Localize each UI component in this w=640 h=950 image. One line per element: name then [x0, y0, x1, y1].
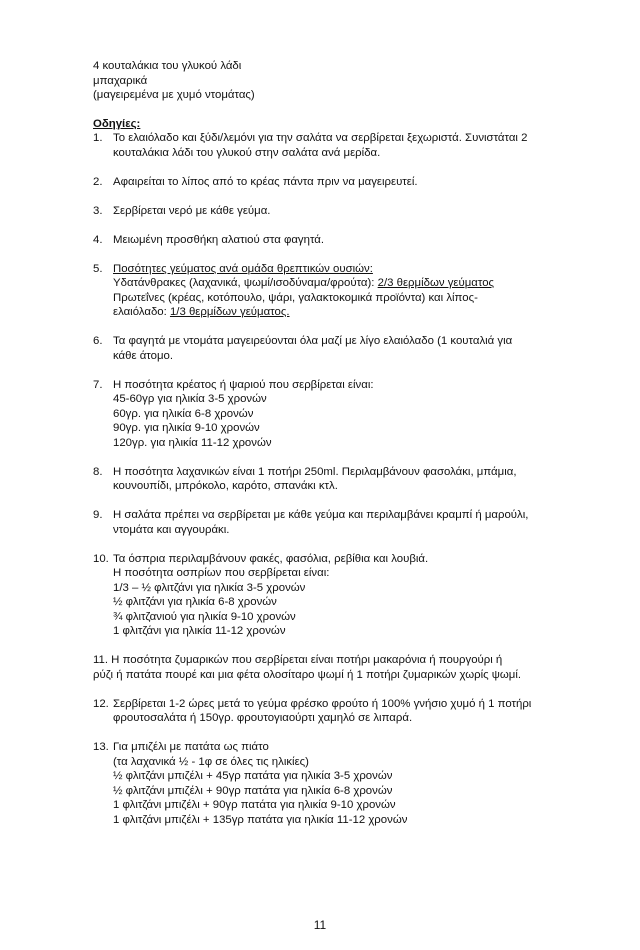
item-line: 1 φλιτζάνι μπιζέλι + 90γρ πατάτα για ηλικία 9-10 χρονών	[113, 799, 396, 811]
item-number: 7.	[93, 378, 103, 391]
ingredient-line: (μαγειρεμένα με χυμό ντομάτας)	[93, 89, 255, 101]
item-number: 5.	[93, 262, 103, 275]
ingredients-continuation	[93, 59, 573, 103]
item-line: κουταλάκια λάδι του γλυκού στην σαλάτα ανά μερίδα.	[113, 146, 381, 159]
carbs-line	[113, 276, 563, 291]
instruction-item-2	[93, 175, 563, 190]
item-line: 1 φλιτζάνι μπιζέλι + 135γρ πατάτα για ηλικία 11-12 χρονών	[113, 813, 408, 826]
item-line: 1 φλιτζάνι για ηλικία 11-12 χρονών	[113, 625, 286, 637]
instruction-item-4	[93, 233, 563, 248]
item-line: (τα λαχανικά ½ - 1φ σε όλες τις ηλικίες)	[113, 755, 309, 768]
item-line: 45-60γρ για ηλικία 3-5 χρονών	[113, 393, 267, 405]
item-line: ¾ φλιτζανιού για ηλικία 9-10 χρονών	[113, 610, 296, 623]
fat-line	[113, 305, 563, 320]
instruction-item-11	[93, 653, 563, 682]
item-number: 1.	[93, 132, 103, 144]
item-number: 12.	[93, 697, 109, 710]
item-line: Αφαιρείται το λίπος από το κρέας πάντα πριν να μαγειρευτεί.	[113, 175, 418, 188]
item-number: 11.	[93, 654, 108, 666]
instructions-list	[93, 131, 563, 842]
carbs-text: Υδατάνθρακες (λαχανικά, ψωμί/ισοδύναμα/φρούτα):	[113, 277, 378, 289]
nutrient-portions-title: Ποσότητες γεύματος ανά ομάδα θρεπτικών ουσιών:	[113, 262, 373, 275]
item-line: 60γρ. για ηλικία 6-8 χρονών	[113, 407, 254, 420]
item-line: κάθε άτομο.	[113, 349, 174, 362]
item-line: Η ποσότητα κρέατος ή ψαριού που σερβίρεται είναι:	[113, 378, 374, 391]
item-line: Μειωμένη προσθήκη αλατιού στα φαγητά.	[113, 233, 325, 246]
item-number: 3.	[93, 204, 103, 217]
item-line: Η ποσότητα λαχανικών είναι 1 ποτήρι 250ml. Περιλαμβάνουν φασολάκι, μπάμια,	[113, 465, 517, 478]
item-line: Τα φαγητά με ντομάτα μαγειρεύονται όλα μαζί με λίγο ελαιόλαδο (1 κουταλιά για	[113, 335, 513, 347]
item-line: Το ελαιόλαδο και ξύδι/λεμόνι για την σαλάτα να σερβίρεται ξεχωριστά. Συνιστάται 2	[113, 132, 528, 144]
item-number: 8.	[93, 465, 103, 478]
ingredient-line: 4 κουταλάκια του γλυκού λάδι	[93, 60, 242, 72]
ingredient-line: μπαχαρικά	[93, 74, 148, 87]
protein-portion: 1/3 θερμίδων γεύματος.	[169, 306, 290, 318]
item-number: 9.	[93, 509, 103, 521]
carbs-portion: 2/3 θερμίδων γεύματος	[377, 277, 495, 289]
instruction-item-8	[93, 465, 563, 494]
item-line: Η σαλάτα πρέπει να σερβίρεται με κάθε γεύμα και περιλαμβάνει κραμπί ή μαρούλι,	[113, 509, 529, 521]
item-line: ½ φλιτζάνι για ηλικία 6-8 χρονών	[113, 596, 277, 608]
item-text: Η ποσότητα ζυμαρικών που σερβίρεται είναι ποτήρι μακαρόνια ή πουργούρι ή	[111, 654, 503, 666]
item-line: φρουτοσαλάτα ή 150γρ. φρουτογιαούρτι χαμηλό σε λιπαρά.	[113, 712, 413, 724]
instruction-item-7	[93, 378, 563, 451]
item-number: 6.	[93, 335, 103, 347]
instruction-item-13	[93, 740, 563, 827]
item-number: 10.	[93, 552, 109, 565]
instructions-heading: Οδηγίες:	[93, 118, 141, 130]
instruction-item-9	[93, 508, 563, 537]
item-line: ½ φλιτζάνι μπιζέλι + 45γρ πατάτα για ηλικία 3-5 χρονών	[113, 770, 393, 782]
instruction-item-1	[93, 131, 563, 160]
instruction-item-10	[93, 552, 563, 639]
item-line: 1/3 – ½ φλιτζάνι για ηλικία 3-5 χρονών	[113, 581, 306, 594]
item-line: Σερβίρεται νερό με κάθε γεύμα.	[113, 204, 271, 217]
page-number: 11	[313, 918, 327, 932]
fat-text: ελαιόλαδο:	[113, 306, 170, 318]
item-line: Σερβίρεται 1-2 ώρες μετά το γεύμα φρέσκο φρούτο ή 100% γνήσιο χυμό ή 1 ποτήρι	[113, 697, 532, 710]
item-line: Για μπιζέλι με πατάτα ως πιάτο	[113, 741, 269, 753]
item-line: 120γρ. για ηλικία 11-12 χρονών	[113, 436, 272, 449]
instruction-item-6	[93, 334, 563, 363]
protein-line: Πρωτεΐνες (κρέας, κοτόπουλο, ψάρι, γαλακτοκομικά προϊόντα) και λίπος-	[113, 291, 478, 304]
item-number: 4.	[93, 233, 103, 246]
item-line: Η ποσότητα οσπρίων που σερβίρεται είναι:	[113, 567, 330, 579]
item-line: ρύζι ή πατάτα πουρέ και μια φέτα ολοσίταρο ψωμί ή 1 ποτήρι ζυμαρικών χωρίς ψωμί.	[93, 668, 522, 681]
item-line: Τα όσπρια περιλαμβάνουν φακές, φασόλια, ρεβίθια και λουβιά.	[113, 552, 429, 565]
item-line-first	[93, 653, 563, 668]
item-number: 13.	[93, 741, 109, 753]
instruction-item-3	[93, 204, 563, 219]
item-line: 90γρ. για ηλικία 9-10 χρονών	[113, 422, 260, 434]
item-line: ντομάτα και αγγουράκι.	[113, 523, 230, 536]
item-line: κουνουπίδι, μπρόκολο, καρότο, σπανάκι κτλ.	[113, 480, 338, 492]
item-number: 2.	[93, 175, 103, 188]
instruction-item-12	[93, 697, 563, 726]
instruction-item-5	[93, 262, 563, 320]
item-line: ½ φλιτζάνι μπιζέλι + 90γρ πατάτα για ηλικία 6-8 χρονών	[113, 784, 393, 797]
